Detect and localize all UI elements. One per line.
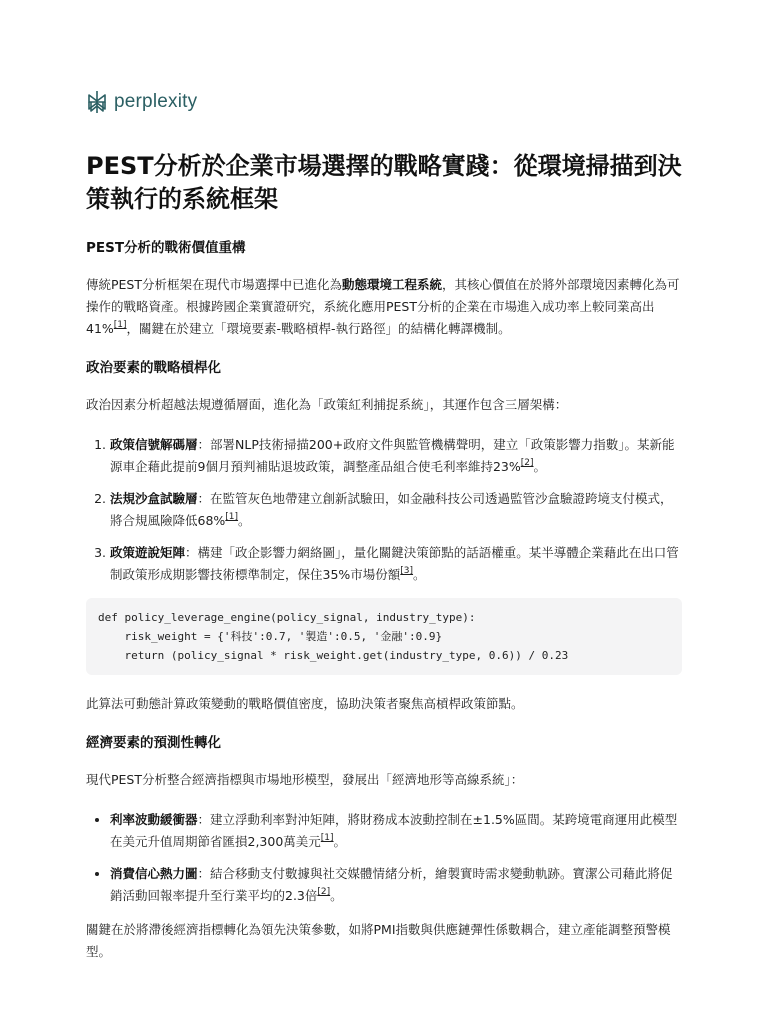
section-heading-tactical-value: PEST分析的戰術價值重構 [86,240,246,256]
list-item [110,809,682,853]
section-heading-political: 政治要素的戰略槓桿化 [86,360,221,376]
text: 。 [238,513,251,528]
text: 。 [413,567,426,582]
text: 傳統PEST分析框架在現代市場選擇中已進化為 [86,277,343,292]
list-item-text: ：構建「政企影響力網絡圖」，量化關鍵決策節點的話語權重。某半導體企業藉此在出口管制政策形成期影響技術標準制定，保住35%市場份額 [110,545,679,582]
citation-link[interactable]: [2] [317,887,331,897]
list-item-text: ：在監管灰色地帶建立創新試驗田，如金融科技公司透過監管沙盒驗證跨境支付模式，將合規風險降低68% [110,491,673,528]
list-item-term: 利率波動緩衝器 [110,812,198,827]
article-body [86,238,682,981]
list-item [110,434,682,478]
list-item-text: ：結合移動支付數據與社交媒體情緒分析，繪製實時需求變動軌跡。寶潔公司藉此將促銷活動回報率提升至行業平均的2.3倍 [110,866,673,903]
text: ，其核心價值在於將外部環境因素轉化為可操作的戰略資產。根據跨國企業實證研究，系統化應用PEST分析的企業在市場進入成功率上較同業高出41% [86,277,680,336]
citation-link[interactable]: [1] [320,833,334,843]
citation-link[interactable]: [1] [113,320,127,330]
citation-link[interactable]: [1] [225,512,239,522]
text: 。 [330,888,343,903]
code-block[interactable]: def policy_leverage_engine(policy_signal, industry_type): risk_weight = {'科技':0.7, '製造':0.5, '金融':0.9} return (policy_signal * risk_weight.get(industry_type, 0.6)) / 0.23 [86,598,682,675]
perplexity-logo-icon [86,90,108,114]
list-item [110,488,682,532]
list-item-term: 政策信號解碼層 [110,437,198,452]
paragraph-algorithm-note: 此算法可動態計算政策變動的戰略價值密度，協助決策者聚焦高槓桿政策節點。 [86,696,524,711]
paragraph-political-intro: 政治因素分析超越法規遵循層面，進化為「政策紅利捕捉系統」，其運作包含三層架構： [86,397,568,412]
section-heading-economic: 經濟要素的預測性轉化 [86,735,221,751]
paragraph-economic-intro: 現代PEST分析整合經濟指標與市場地形模型，發展出「經濟地形等高線系統」： [86,772,524,787]
list-item-term: 消費信心熱力圖 [110,866,198,881]
citation-link[interactable]: [3] [400,566,414,576]
list-item-text: ：部署NLP技術掃描200+政府文件與監管機構聲明，建立「政策影響力指數」。某新能源車企藉此提前9個月預判補貼退坡政策，調整產品組合使毛利率維持23% [110,437,675,474]
citation-link[interactable]: [2] [520,458,534,468]
list-item-text: ：建立浮動利率對沖矩陣，將財務成本波動控制在±1.5%區間。某跨境電商運用此模型在美元升值周期節省匯損2,300萬美元 [110,812,678,849]
bullet-list-economic [86,809,682,907]
text: 。 [333,834,347,849]
page-title: PEST分析於企業市場選擇的戰略實踐：從環境掃描到決策執行的系統框架 [86,152,682,213]
list-item [110,863,682,907]
list-item [110,542,682,586]
bold-term: 動態環境工程系統 [342,277,443,292]
numbered-list-political [86,434,682,586]
brand-name: perplexity [114,91,198,112]
list-item-term: 政策遊說矩陣 [110,545,186,560]
text: 。 [533,459,547,474]
text: ，關鍵在於建立「環境要素-戰略槓桿-執行路徑」的結構化轉譯機制。 [126,321,511,336]
paragraph-economic-conclusion: 關鍵在於將滯後經濟指標轉化為領先決策參數，如將PMI指數與供應鏈彈性係數耦合，建立產能調整預警模型。 [86,922,671,959]
paragraph-intro [86,274,682,340]
brand-logo[interactable] [86,90,197,114]
list-item-term: 法規沙盒試驗層 [110,491,198,506]
